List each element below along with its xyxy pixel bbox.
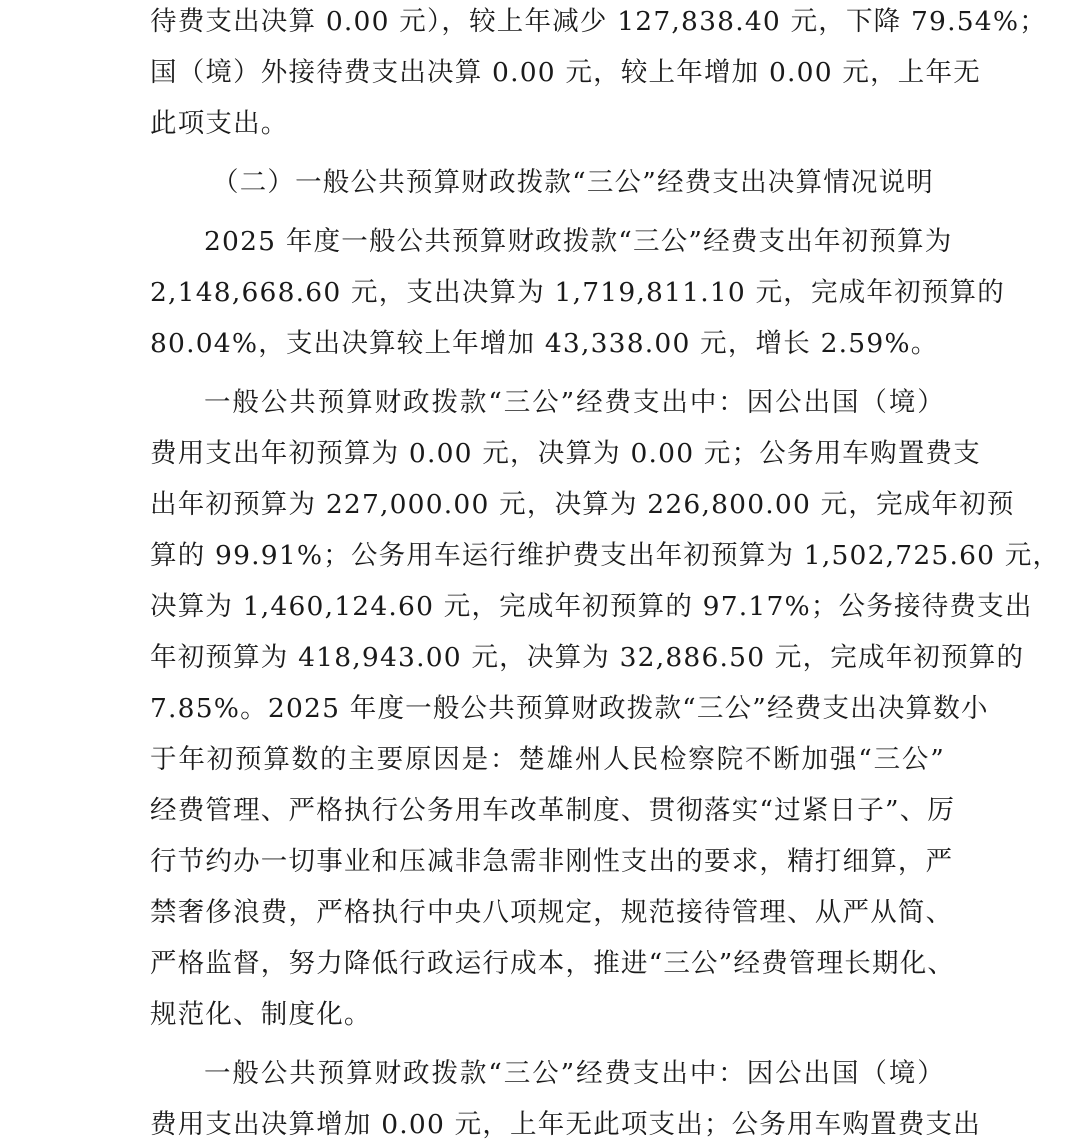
section-heading: （二）一般公共预算财政拨款“三公”经费支出决算情况说明 — [212, 167, 934, 198]
paragraph-line: 国（境）外接待费支出决算 0.00 元，较上年增加 0.00 元，上年无 — [150, 57, 981, 88]
paragraph-line: 行节约办一切事业和压减非急需非刚性支出的要求，精打细算，严 — [150, 846, 954, 877]
paragraph-line: 经费管理、严格执行公务用车改革制度、贯彻落实“过紧日子”、厉 — [150, 795, 956, 826]
paragraph-line: 7.85%。2025 年度一般公共预算财政拨款“三公”经费支出决算数小 — [150, 693, 989, 724]
paragraph-line: 出年初预算为 227,000.00 元，决算为 226,800.00 元，完成年初预 — [150, 489, 1015, 520]
paragraph-line: 待费支出决算 0.00 元），较上年减少 127,838.40 元，下降 79.54%； — [150, 6, 1047, 37]
paragraph-line: 80.04%，支出决算较上年增加 43,338.00 元，增长 2.59%。 — [150, 328, 939, 359]
paragraph-line: 算的 99.91%；公务用车运行维护费支出年初预算为 1,502,725.60 元， — [150, 540, 1061, 571]
paragraph-line: 决算为 1,460,124.60 元，完成年初预算的 97.17%；公务接待费支出 — [150, 591, 1033, 622]
paragraph-line: 一般公共预算财政拨款“三公”经费支出中：因公出国（境） — [204, 1058, 945, 1089]
paragraph-line: 于年初预算数的主要原因是：楚雄州人民检察院不断加强“三公” — [150, 744, 945, 775]
paragraph-line: 费用支出决算增加 0.00 元，上年无此项支出；公务用车购置费支出 — [150, 1109, 981, 1140]
paragraph-line: 费用支出年初预算为 0.00 元，决算为 0.00 元；公务用车购置费支 — [150, 438, 981, 469]
paragraph-line: 一般公共预算财政拨款“三公”经费支出中：因公出国（境） — [204, 387, 945, 418]
paragraph-line: 年初预算为 418,943.00 元，决算为 32,886.50 元，完成年初预算的 — [150, 642, 1025, 673]
paragraph-line: 此项支出。 — [150, 108, 289, 139]
paragraph-line: 禁奢侈浪费，严格执行中央八项规定，规范接待管理、从严从简、 — [150, 897, 954, 928]
paragraph-line: 2,148,668.60 元，支出决算为 1,719,811.10 元，完成年初预算的 — [150, 277, 1005, 308]
paragraph-line: 规范化、制度化。 — [150, 999, 372, 1030]
paragraph-line: 2025 年度一般公共预算财政拨款“三公”经费支出年初预算为 — [204, 226, 953, 257]
paragraph-line: 严格监督，努力降低行政运行成本，推进“三公”经费管理长期化、 — [150, 948, 956, 979]
